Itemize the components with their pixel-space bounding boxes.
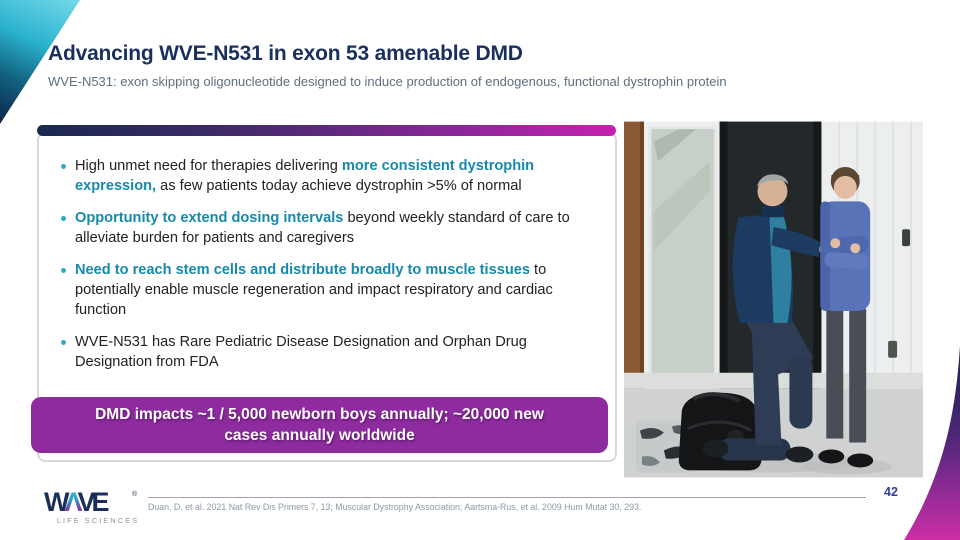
- wave-life-sciences-logo: [44, 488, 148, 528]
- footer-divider-line: [148, 497, 866, 498]
- banner-line-1: DMD impacts ~1 / 5,000 newborn boys annually; ~20,000 new: [95, 406, 544, 423]
- bullet-text: Opportunity to extend dosing intervals beyond weekly standard of care to alleviate burden for patients and caregivers: [75, 210, 570, 246]
- bullet-dot-icon: [61, 268, 66, 273]
- photo-man-and-boy: [624, 121, 923, 478]
- svg-text:WΛVE: WΛVE: [44, 488, 107, 517]
- list-item: [59, 260, 599, 320]
- banner-line-2: cases annually worldwide: [224, 427, 415, 444]
- photo-illustration: [624, 121, 923, 478]
- page-subtitle: WVE-N531: exon skipping oligonucleotide designed to induce production of endogenous, functional dystrophin protein: [48, 74, 727, 89]
- page-number: 42: [884, 485, 898, 499]
- gradient-accent-bar: [37, 125, 616, 136]
- list-item: [59, 156, 599, 196]
- list-item: [59, 332, 599, 372]
- dmd-impact-banner: [31, 397, 608, 453]
- svg-text:LIFE SCIENCES: LIFE SCIENCES: [56, 516, 140, 525]
- bottom-right-gradient-corner: [904, 340, 960, 540]
- citation-text: Duan, D. et al. 2021 Nat Rev Dis Primers 7, 13; Muscular Dystrophy Association; Aartsma-Rus, et al. 2009 Hum Mutat 30, 293.: [148, 502, 642, 512]
- bullet-dot-icon: [61, 340, 66, 345]
- wave-logo-icon: [44, 488, 148, 528]
- page-title: Advancing WVE-N531 in exon 53 amenable DMD: [48, 42, 523, 65]
- gradient-wedge-icon: [904, 340, 960, 540]
- bullet-dot-icon: [61, 164, 66, 169]
- bullet-text: Need to reach stem cells and distribute broadly to muscle tissues to potentially enable muscle regeneration and impact respiratory and cardiac function: [75, 262, 553, 318]
- svg-text:®: ®: [132, 491, 138, 498]
- list-item: [59, 208, 599, 248]
- bullet-dot-icon: [61, 216, 66, 221]
- bullet-text: WVE-N531 has Rare Pediatric Disease Designation and Orphan Drug Designation from FDA: [75, 334, 527, 370]
- bullet-text: High unmet need for therapies delivering more consistent dystrophin expression, as few patients today achieve dystrophin >5% of normal: [75, 158, 535, 194]
